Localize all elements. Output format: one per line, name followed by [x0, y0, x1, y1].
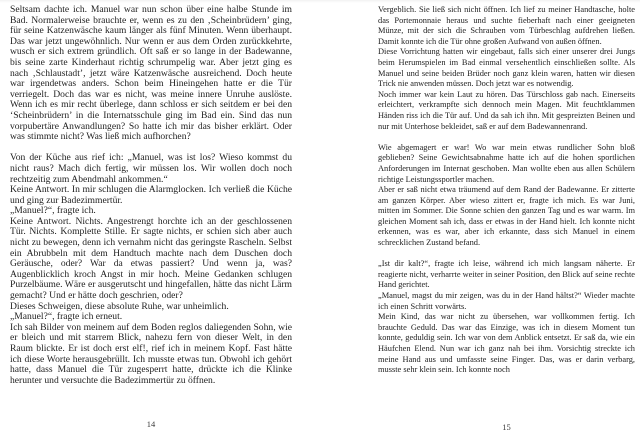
page-text — [378, 5, 635, 376]
page-text — [10, 5, 292, 386]
paragraph: „Manuel?“, fragte ich erneut. — [10, 311, 123, 323]
paragraph: „Manuel?“, fragte ich. — [10, 205, 96, 217]
paragraph: Vergeblich. Sie ließ sich nicht öffnen. Ich lief zu meiner Handtasche, holte das Portemonnaie heraus und suchte fieberhaft nach einer geeigneten Münze, mit der sich die Schrauben vom Türbeschlag aufdrehen ließen. Damit konnte ich die Tür ohne großen Aufwand von außen öffnen. — [378, 5, 635, 46]
page-left — [10, 5, 292, 386]
paragraph: Keine Antwort. In mir schlugen die Alarmglocken. Ich verließ die Küche und ging zur Badezimmertür. — [10, 184, 292, 206]
paragraph: Seltsam dachte ich. Manuel war nun schon über eine halbe Stunde im Bad. Normalerweise brauchte er, wenn es zu den ‚Scheinbrüdern’ ging, für seine Katzenwäsche kaum länger als fünf Minuten. Wenn überhaupt. Das war jetzt ungewöhnlich. Nur wenn er aus dem Orden zurückkehrte, wusch er sich extrem gründlich. Oft saß er so lange in der Badewanne, bis seine zarte Kinderhaut richtig schrumpelig war. Aber jetzt ging es nach ‚Schlaustadt’, jetzt wäre Katzenwäsche ausreichend. Doch heute war irgendetwas anders. Schon beim Hineingehen hatte er die Tür verriegelt. Doch das war es nicht, was meine innere Unruhe auslöste. Wenn ich es mir recht überlege, dann schloss er sich seitdem er bei den ‘Scheinbrüdern’ in die Internatsschule ging im Bad ein. Sind das nun vorpubertäre Anwandlungen? So hatte ich mir das bisher erklärt. Oder was stimmte nicht? Was ließ mich aufhorchen? — [10, 4, 292, 143]
paragraph: Mein Kind, das war nicht zu übersehen, war vollkommen fertig. Ich brauchte Geduld. Das war das Einzige, was ich in diesem Moment tun konnte, geduldig sein. Ich war von dem Anblick entsetzt. Er saß da, wie ein Häufchen Elend. Nun war ich ganz nah bei ihm. Vorsichtig streckte ich meine Hand aus und umfasste seine Finger. Das, was er darin verbarg, musste sehr klein sein. Ich konnte noch — [378, 312, 635, 375]
paragraph: Keine Antwort. Nichts. Angestrengt horchte ich an der geschlossenen Tür. Nichts. Komplette Stille. Er sagte nichts, er schien sich aber auch nicht zu bewegen, denn ich vernahm nicht das geringste Rascheln. Selbst ein Abrubbeln mit dem Handtuch machte nach dem Duschen doch Geräusche, oder? War da etwas passiert? Und wenn ja, was? Augenblicklich kroch Angst in mir hoch. Meine Gedanken schlugen Purzelbäume. Wäre er ausgerutscht und hingefallen, hätte das nicht Lärm gemacht? Und er hätte doch geschrien, oder? — [10, 215, 292, 302]
paragraph: Wie abgemagert er war! Wo war mein etwas rundlicher Sohn bloß geblieben? Seine Gewichtsabnahme hatte ich auf die hohen sportlichen Anforderungen im Internat geschoben. Man wollte eben aus allen Schülern richtige Leistungssportler machen. — [378, 142, 635, 184]
paragraph: Aber er saß nicht etwa träumend auf dem Rand der Badewanne. Er zitterte am ganzen Körper. Aber wieso zittert er, fragte ich mich. Es war Juni, mitten im Sommer. Die Sonne schien den ganzen Tag und es war warm. Im gleichen Moment sah ich, dass er etwas in der Hand hielt. Ich konnte nicht erkennen, was es war, aber ich erkannte, dass sich Manuel in einem schrecklichen Zustand befand. — [378, 185, 635, 248]
page-number-right: 15 — [502, 422, 511, 432]
paragraph: Ich sah Bilder von meinem auf dem Boden reglos daliegenden Sohn, wie er bleich und mit starrem Blick, nahezu fern von dieser Welt, in den Raum blickte. Er ist doch erst elf!, rief ich in meinem Kopf. Fast hätte ich diese Worte herausgebrüllt. Ich musste etwas tun. Obwohl ich gehört hatte, dass Manuel die Tür zugesperrt hatte, drückte ich die Klinke herunter und versuchte die Badezimmertür zu öffnen. — [10, 321, 292, 386]
paragraph: Diese Vorrichtung hatten wir eingebaut, falls sich einer unserer drei Jungs beim Herumspielen im Bad einmal versehentlich einschließen sollte. Als Manuel und seine beiden Brüder noch ganz klein waren, hatten wir diesen Trick nie anwenden müssen. Doch jetzt war es notwendig. — [378, 47, 635, 89]
page-number-left: 14 — [146, 419, 156, 429]
paragraph: Noch immer war kein Laut zu hören. Das Türschloss gab nach. Einerseits erleichtert, verkrampfte sich dennoch mein Magen. Mit feuchtklammen Händen riss ich die Tür auf. Und da sah ich ihn. Mit gespreizten Beinen und nur mit Unterhose bekleidet, saß er auf dem Badewannenrand. — [378, 89, 635, 131]
paragraph: „Ist dir kalt?“, fragte ich leise, während ich mich langsam näherte. Er reagierte nicht, verharrte weiter in seiner Position, den Blick auf seine rechte Hand gerichtet. — [378, 259, 635, 290]
paragraph: „Manuel, magst du mir zeigen, was du in der Hand hältst?“ Wieder machte ich einen Schritt vorwärts. — [378, 291, 635, 311]
page-right — [378, 5, 635, 376]
paragraph: Von der Küche aus rief ich: „Manuel, was ist los? Wieso kommst du nicht raus? Mach dich fertig, wir müssen los. Wir wollen doch noch rechtzeitig zum Abendmahl ankommen.“ — [10, 152, 292, 185]
paragraph: Dieses Schweigen, diese absolute Ruhe, war unheimlich. — [10, 300, 229, 312]
